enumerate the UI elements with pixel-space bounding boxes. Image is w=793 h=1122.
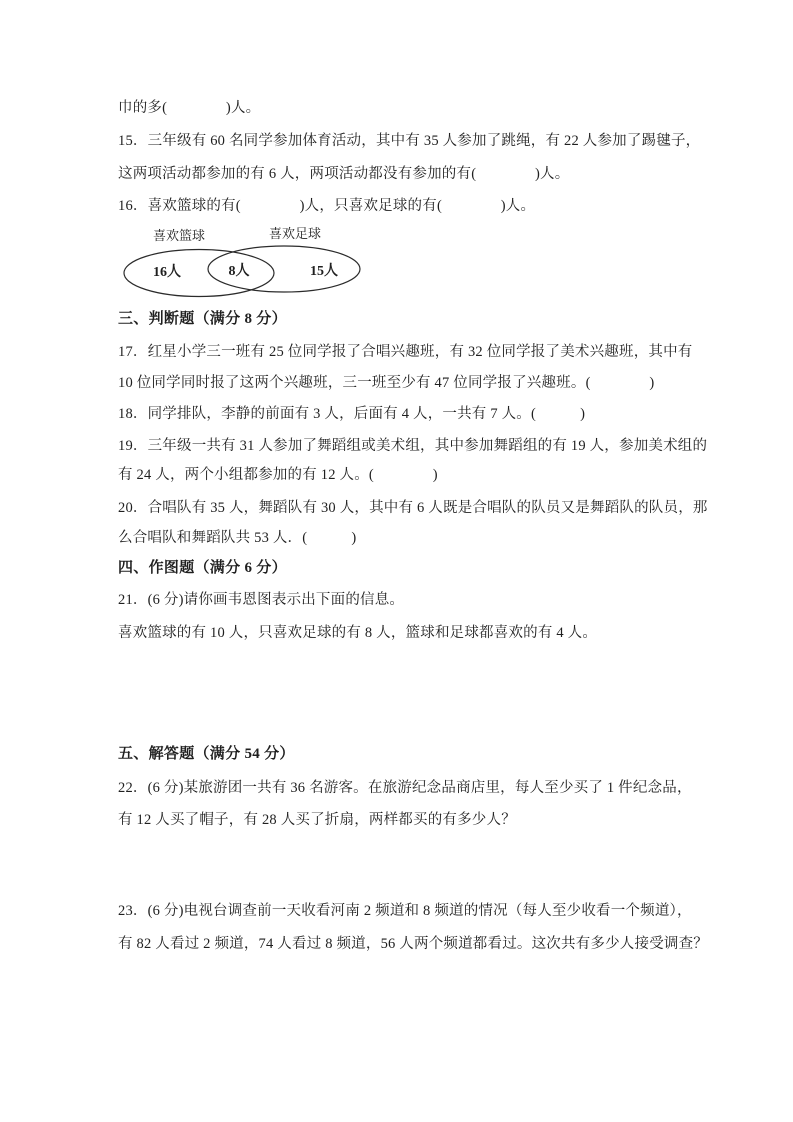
question-14-continuation: 巾的多( )人。: [118, 100, 261, 116]
section-3-heading: 三、判断题（满分 8 分）: [118, 311, 287, 327]
question-16: 16．喜欢篮球的有( )人，只喜欢足球的有( )人。: [118, 198, 536, 214]
question-15-line-2: 这两项活动都参加的有 6 人，两项活动都没有参加的有( )人。: [118, 166, 570, 182]
question-21-info: 喜欢篮球的有 10 人，只喜欢足球的有 8 人，篮球和足球都喜欢的有 4 人。: [118, 625, 598, 641]
question-17-line-1: 17．红星小学三一班有 25 位同学报了合唱兴趣班，有 32 位同学报了美术兴趣班，其中有: [118, 344, 693, 360]
question-20-line-1: 20．合唱队有 35 人，舞蹈队有 30 人，其中有 6 人既是合唱队的队员又是舞蹈队的队员，那: [118, 500, 708, 516]
section-4-heading: 四、作图题（满分 6 分）: [118, 560, 287, 576]
question-23-line-2: 有 82 人看过 2 频道，74 人看过 8 频道，56 人两个频道都看过。这次共有多少人接受调查？: [118, 936, 708, 952]
question-22-line-1: 22．(6 分)某旅游团一共有 36 名游客。在旅游纪念品商店里，每人至少买了 1 件纪念品，: [118, 780, 692, 796]
question-17-line-2: 10 位同学同时报了这两个兴趣班，三一班至少有 47 位同学报了兴趣班。( ): [118, 375, 655, 391]
question-23-line-1: 23．(6 分)电视台调查前一天收看河南 2 频道和 8 频道的情况（每人至少收看一个频道），: [118, 903, 692, 919]
question-20-line-2: 么合唱队和舞蹈队共 53 人．( ): [118, 530, 357, 546]
venn-diagram: [105, 224, 390, 306]
venn-right-label: 喜欢足球: [268, 226, 322, 241]
venn-middle-value: 8人: [228, 264, 250, 279]
section-5-heading: 五、解答题（满分 54 分）: [118, 746, 295, 762]
venn-left-label: 喜欢篮球: [152, 228, 206, 243]
question-21: 21．(6 分)请你画韦恩图表示出下面的信息。: [118, 592, 405, 608]
question-15-line-1: 15．三年级有 60 名同学参加体育活动，其中有 35 人参加了跳绳，有 22 人参加了踢毽子，: [118, 133, 701, 149]
venn-left-value: 16人: [153, 265, 181, 280]
question-19-line-2: 有 24 人，两个小组都参加的有 12 人。( ): [118, 467, 438, 483]
question-18: 18．同学排队，李静的前面有 3 人，后面有 4 人，一共有 7 人。( ): [118, 406, 586, 422]
venn-right-value: 15人: [310, 264, 338, 279]
question-22-line-2: 有 12 人买了帽子，有 28 人买了折扇，两样都买的有多少人？: [118, 812, 516, 828]
question-19-line-1: 19．三年级一共有 31 人参加了舞蹈组或美术组，其中参加舞蹈组的有 19 人，参加美术组的: [118, 438, 708, 454]
